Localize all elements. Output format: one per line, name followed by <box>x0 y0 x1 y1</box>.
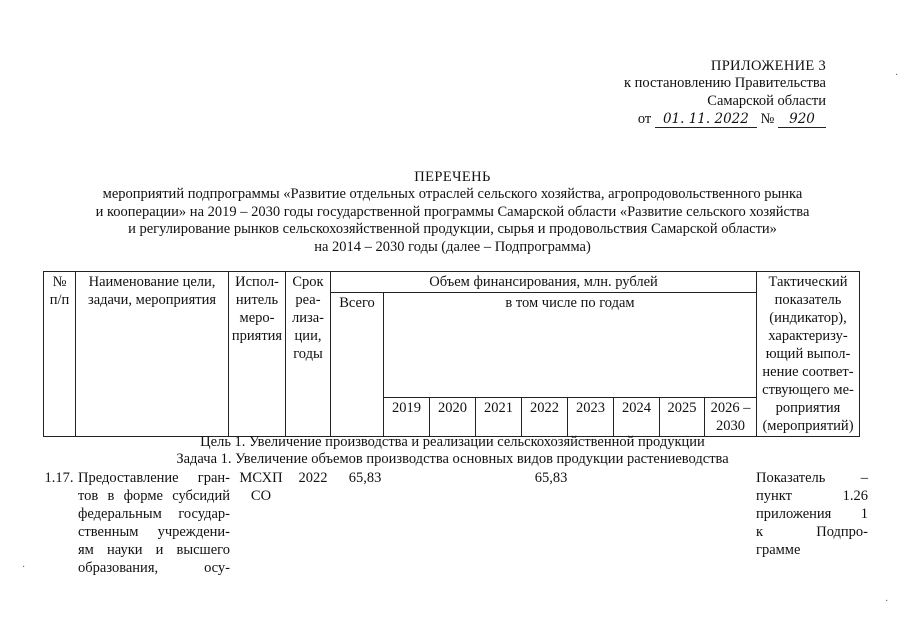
row-name-line: ям науки и высшего <box>78 542 230 558</box>
heading-line-4: на 2014 – 2030 годы (далее – Подпрограмма) <box>314 238 591 255</box>
row-executor <box>232 469 290 505</box>
row-name-line: Предоставление гран- <box>78 470 230 486</box>
heading-line-1: мероприятий подпрограммы «Развитие отдельных отраслей сельского хозяйства, агропродовольственного рынка <box>102 186 803 203</box>
task-line: Задача 1. Увеличение объемов производства основных видов продукции растениеводства <box>176 451 729 467</box>
row-executor-line: МСХП <box>239 470 283 486</box>
header-num-line: № <box>52 274 67 290</box>
header-indicator <box>757 272 860 437</box>
goal-line: Цель 1. Увеличение производства и реализации сельскохозяйственной продукции <box>200 434 705 450</box>
approval-block <box>586 58 826 129</box>
row-indicator <box>756 469 868 559</box>
row-number: 1.17. <box>44 470 74 486</box>
header-table <box>43 271 860 437</box>
header-executor-line: нитель <box>235 292 279 308</box>
header-year-2023: 2023 <box>568 398 614 437</box>
header-indicator-line: характеризу- <box>768 328 848 344</box>
row-name-line: федеральным государ- <box>78 506 230 522</box>
appendix-line-3: Самарской области <box>707 92 826 109</box>
header-year-2021: 2021 <box>476 398 522 437</box>
row-total: 65,83 <box>348 470 382 486</box>
header-indicator-line: Тактический <box>768 274 848 290</box>
heading-line-3: и регулирование рынков сельскохозяйственной продукции, сырья и продовольствия Самарской области» <box>128 221 777 238</box>
handwritten-number: 920 <box>778 112 826 128</box>
header-indicator-line: ющий выпол- <box>765 346 851 362</box>
header-executor-line: Испол- <box>235 274 279 290</box>
row-indicator-line: приложения 1 <box>756 506 868 522</box>
row-term: 2022 <box>298 470 328 486</box>
header-term-line: лиза- <box>292 310 324 326</box>
scan-speck: · <box>22 562 26 573</box>
document-heading <box>45 169 860 256</box>
scan-speck: · <box>885 596 889 607</box>
header-year-2020: 2020 <box>430 398 476 437</box>
header-term-line: годы <box>293 346 323 362</box>
header-year-last-line: 2026 – <box>710 400 751 416</box>
header-indicator-line: показатель <box>774 292 842 308</box>
header-indicator-line: нение соответ- <box>762 364 854 380</box>
row-name-line: образования, осу- <box>78 560 230 576</box>
header-term <box>286 272 331 437</box>
header-year-2022: 2022 <box>522 398 568 437</box>
number-prefix: № <box>760 111 775 128</box>
header-executor-line: меро- <box>239 310 275 326</box>
header-term-line: ции, <box>294 328 322 344</box>
row-executor-line: СО <box>250 488 272 504</box>
header-total: Всего <box>331 293 384 437</box>
row-indicator-line: Показатель – <box>756 470 868 486</box>
appendix-title: ПРИЛОЖЕНИЕ 3 <box>710 58 826 74</box>
row-name-line: тов в форме субсидий <box>78 488 230 504</box>
header-num <box>44 272 76 437</box>
appendix-line-2: к постановлению Правительства <box>624 75 826 92</box>
header-year-2025: 2025 <box>660 398 705 437</box>
row-indicator-line: к Подпро- <box>756 524 868 540</box>
header-name-line: задачи, мероприятия <box>87 292 216 308</box>
handwritten-date: 01. 11. 2022 <box>655 112 757 128</box>
header-year-2024: 2024 <box>614 398 660 437</box>
header-year-2026-2030 <box>705 398 757 437</box>
header-financing: Объем финансирования, млн. рублей <box>331 272 757 293</box>
header-indicator-line: (мероприятий) <box>762 418 854 434</box>
header-term-line: Срок <box>292 274 324 290</box>
date-number-row <box>586 111 826 128</box>
header-executor-line: приятия <box>231 328 283 344</box>
document-title: ПЕРЕЧЕНЬ <box>414 169 491 185</box>
row-year-2022: 65,83 <box>534 470 568 486</box>
header-year-2019: 2019 <box>384 398 430 437</box>
header-name <box>76 272 229 437</box>
header-by-years: в том числе по годам <box>384 293 757 398</box>
heading-line-2: и кооперации» на 2019 – 2030 годы государственной программы Самарской области «Развитие сельского хозяйства <box>95 203 810 220</box>
header-year-last-line: 2030 <box>716 418 745 434</box>
row-name <box>78 469 230 577</box>
scan-speck: · <box>895 70 899 81</box>
row-name-line: ственным учреждени- <box>78 524 230 540</box>
row-indicator-line: грамме <box>756 542 801 558</box>
header-term-line: реа- <box>295 292 321 308</box>
header-num-line: п/п <box>49 292 70 308</box>
header-indicator-line: ствующего ме- <box>762 382 854 398</box>
date-prefix: от <box>637 111 652 128</box>
header-name-line: Наименование цели, <box>88 274 216 290</box>
header-executor <box>229 272 286 437</box>
header-indicator-line: роприятия <box>775 400 841 416</box>
row-indicator-line: пункт 1.26 <box>756 488 868 504</box>
header-indicator-line: (индикатор), <box>769 310 847 326</box>
